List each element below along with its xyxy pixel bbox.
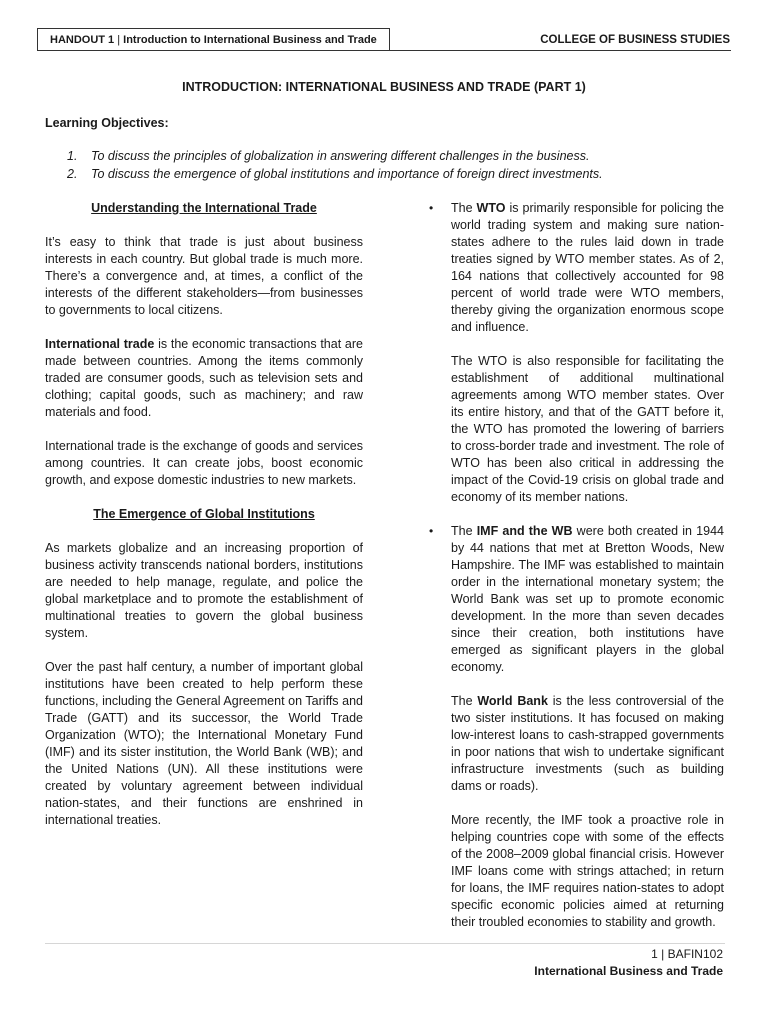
paragraph-text: is the economic transactions that are made between countries. Among the items commonly traded are consumer goods, such as television sets and clothing; capital goods, such as machinery; and raw materials and food. (45, 337, 363, 419)
paragraph: As markets globalize and an increasing proportion of business activity transcends national borders, institutions are needed to help manage, regulate, and police the global marketplace and to promote the establishment of multinational treaties to govern the global business system. (45, 541, 363, 640)
objective-number: 1. (67, 149, 78, 163)
handout-header (37, 28, 390, 51)
objective-number: 2. (67, 166, 78, 181)
footer-page-number: 1 | BAFIN102 (651, 947, 723, 961)
objective-item (67, 148, 747, 166)
handout-title: Introduction to International Business and Trade (123, 34, 377, 46)
document-title: INTRODUCTION: INTERNATIONAL BUSINESS AND TRADE (PART 1) (182, 80, 586, 94)
term-world-bank: World Bank (477, 694, 548, 708)
paragraph-text: were both created in 1944 by 44 nations that met at Bretton Woods, New Hampshire. The IMF was established to maintain order in the international monetary system; the World Bank was set up to promote economic development. In the more than seven decades since their creation, both institutions have emerged as significant players in the global economy. (451, 524, 724, 674)
footer-course-title: International Business and Trade (534, 964, 723, 978)
handout-label: HANDOUT 1 (50, 34, 115, 46)
paragraph: Over the past half century, a number of important global institutions have been created to help perform these functions, including the General Agreement on Tariffs and Trade (GATT) and its successor, the World Trade Organization (WTO); the International Monetary Fund (IMF) and its sister institution, the World Bank (WB); and the United Nations (UN). All these institutions were created by voluntary agreement between individual nation-states, and their functions are enshrined in international treaties. (45, 660, 363, 827)
paragraph-text: is primarily responsible for policing the world trading system and making sure nation-states adhere to the rules laid down in trade treaties signed by WTO member states. As of 2, 164 nations that collectively accounted for 98 percent of world trade were WTO members, thereby giving the organization enormous scope and influence. (451, 201, 725, 334)
section-heading-institutions: The Emergence of Global Institutions (93, 507, 315, 521)
objectives-list (67, 148, 747, 183)
bullet-icon: • (429, 201, 434, 215)
paragraph (451, 693, 724, 795)
left-column (45, 200, 363, 829)
bullet-wto (429, 200, 725, 506)
paragraph (451, 200, 724, 336)
objective-text: To discuss the emergence of global institutions and importance of foreign direct investments. (91, 166, 603, 181)
objective-text: To discuss the principles of globalization in answering different challenges in the business. (91, 149, 590, 163)
objective-item (67, 166, 747, 184)
paragraph: It’s easy to think that trade is just about business interests in each country. But global trade is much more. There’s a convergence and, at times, a conflict of the interests of the different stakeholders—from businesses to governments to local citizens. (45, 235, 363, 317)
paragraph-text: The (451, 694, 478, 708)
right-column (429, 200, 725, 931)
paragraph (45, 336, 363, 421)
handout-separator: | (114, 34, 124, 46)
paragraph-text: The (451, 524, 477, 538)
term-wto: WTO (476, 201, 506, 215)
footer-rule (45, 943, 725, 944)
paragraph: More recently, the IMF took a proactive role in helping countries cope with some of the effects of the 2008–2009 global financial crisis. However IMF loans come with strings attached; in return for loans, the IMF requires nation-states to adopt specific economic policies aimed at returning their troubled economies to stability and growth. (451, 813, 724, 929)
paragraph: The WTO is also responsible for facilitating the establishment of additional multinational agreements among WTO member states. Over its entire history, and that of the GATT before it, the WTO has promoted the lowering of barriers to cross-border trade and investment. The role of WTO has been also critical in addressing the impact of the Covid-19 crisis on global trade and economy of its member nations. (451, 354, 724, 504)
bullet-imf-wb (429, 523, 724, 931)
objectives-heading: Learning Objectives: (45, 116, 169, 130)
paragraph (451, 523, 724, 676)
paragraph-text: is the less controversial of the two sister institutions. It has focused on making low-interest loans to cash-strapped governments in poor nations that wish to undertake significant infrastructure investments (such as building dams or roads). (451, 694, 724, 793)
paragraph-text: The (451, 201, 477, 215)
term-imf-wb: IMF and the WB (476, 524, 573, 538)
term-international-trade: International trade (45, 337, 155, 351)
college-name: COLLEGE OF BUSINESS STUDIES (540, 34, 730, 46)
bullet-icon: • (429, 524, 434, 538)
paragraph: International trade is the exchange of goods and services among countries. It can create jobs, boost economic growth, and expose domestic industries to new markets. (45, 439, 363, 487)
header-rule (37, 50, 731, 51)
section-heading-trade: Understanding the International Trade (91, 201, 317, 215)
